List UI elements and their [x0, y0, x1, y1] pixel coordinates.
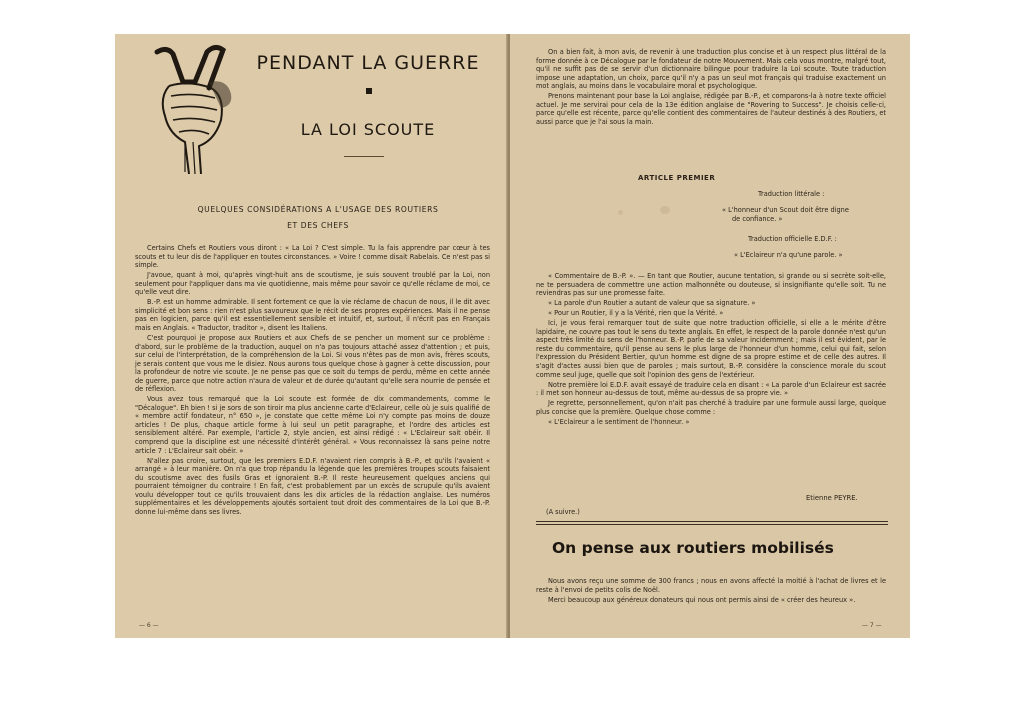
page-title: LA LOI SCOUTE — [300, 120, 436, 139]
paper-stain — [660, 206, 670, 214]
paragraph: Prenons maintenant pour base la Loi anglaise, rédigée par B.-P., et comparons-la à notre texte officiel actuel. Je me servirai pour cela de la 13e édition anglaise de "Rovering to Success". Je choisis celle-ci, parce qu'elle est récente, parce qu'elle contient des commentaires de l'auteur destinés à des Routiers, et aussi parce que je l'ai sous la main. — [536, 92, 886, 126]
official-translation-label: Traduction officielle E.D.F. : — [748, 235, 837, 243]
literal-translation-text-cont: de confiance. » — [732, 215, 783, 223]
literal-translation-label: Traduction littérale : — [758, 190, 825, 198]
paragraph: J'avoue, quant à moi, qu'après vingt-huit ans de scoutisme, je suis souvent troublé par la Loi, non seulement pour l'appliquer dans ma vie quotidienne, mais même pour savoir ce qu'elle réclame de moi, ce qu'elle veut dire. — [135, 271, 490, 297]
subtitle-line-1: QUELQUES CONSIDÉRATIONS A L'USAGE DES ROUTIERS — [197, 205, 439, 214]
paragraph: Ici, je vous ferai remarquer tout de suite que notre traduction officielle, si elle a le mérite d'être lapidaire, ne couvre pas tout le sens du texte anglais. En effet, le respect de la parole donnée n'est qu'un aspect très limité du sens de l'honneur. B.-P. parle de sa valeur incidemment ; mais il est évident, par le reste du commentaire, qu'il pense au sens le plus large de l'honneur d'un homme, celui qui fait, selon l'expression du Président Bertier, qu'un homme est digne de sa propre estime et de celle des autres. Il s'agit d'actes aussi bien que de paroles ; mais surtout, B.-P. considère la conscience morale du scout comme seul juge, quelle que soit l'opinion des gens de l'extérieur. — [536, 319, 886, 379]
paragraph: B.-P. est un homme admirable. Il sent fortement ce que la vie réclame de chacun de nous, il le dit avec simplicité et bon sens : rien n'est plus savoureux que le récit de ses propres expériences. Mais il ne pense pas en logicien, parce qu'il est essentiellement sensible et intuitif, et, surtout, il n'écrit pas en Français mais en Anglais. « Traductor, traditor », disent les Italiens. — [135, 298, 490, 332]
paragraph: « Commentaire de B.-P. ». — En tant que Routier, aucune tentation, si grande ou si secrète soit-elle, ne te persuadera de commettre une action malhonnête ou douteuse, si insignifiante qu'elle soit. Tu ne reviendras pas sur une promesse faite. — [536, 272, 886, 298]
right-page — [510, 34, 910, 638]
right-body-mid — [536, 272, 886, 428]
right-body-top — [536, 48, 886, 128]
paragraph: Certains Chefs et Routiers vous diront : « La Loi ? C'est simple. Tu la fais apprendre par cœur à tes scouts et tu leur dis de l'appliquer en toutes circonstances. » Voire ! comme disait Rabelais. Ce n'est pas si simple. — [135, 244, 490, 270]
section-divider-thin — [536, 524, 888, 525]
left-page — [115, 34, 508, 638]
quote: « L'Eclaireur a le sentiment de l'honneur. » — [548, 417, 690, 426]
paragraph: On a bien fait, à mon avis, de revenir à une traduction plus concise et à un respect plus littéral de la forme donnée à ce Décalogue par le fondateur de notre Mouvement. Mais cela vous montre, malgré tout, qu'il ne suffit pas de se servir d'un dictionnaire bilingue pour traduire la Loi scoute. Toute traduction impose une adaptation, un choix, parce qu'il n'y a pas un seul mot français qui traduise exactement un mot anglais, au moins dans le vocabulaire moral et psychologique. — [536, 48, 886, 91]
news-headline: On pense aux routiers mobilisés — [552, 539, 834, 557]
article-subtitle — [163, 202, 473, 234]
hand-illustration — [149, 42, 237, 174]
page-heading-top: PENDANT LA GUERRE — [256, 52, 480, 74]
paragraph: Nous avons reçu une somme de 300 francs ; nous en avons affecté la moitié à l'achat de livres et le reste à l'envoi de petits colis de Noël. — [536, 577, 886, 594]
section-divider — [536, 521, 888, 522]
heading-bullet — [366, 88, 372, 94]
page-number-right: — 7 — — [862, 622, 882, 629]
page-number-left: — 6 — — [139, 622, 159, 629]
paragraph: Vous avez tous remarqué que la Loi scoute est formée de dix commandements, comme le "Décalogue". Eh bien ! si je sors de son tiroir ma plus ancienne carte d'Eclaireur, celle où je suis qualifié de « membre actif fondateur, n° 650 », je constate que cette même Loi n'y compte pas moins de douze articles ! De plus, chaque article forme à lui seul un petit paragraphe, et l'ordre des articles est sensiblement altéré. Par exemple, l'article 2, style ancien, est ainsi rédigé : « L'Eclaireur sait obéir. Il comprend que la discipline est une nécessité d'intérêt général. » Vous reconnaissez là sans peine notre article 7 : L'Eclaireur sait obéir. » — [135, 395, 490, 455]
paragraph: Je regrette, personnellement, qu'on n'ait pas cherché à traduire par une formule aussi large, quoique plus concise que la première. Quelque chose comme : — [536, 399, 886, 416]
quote: « Pour un Routier, il y a la Vérité, rien que la Vérité. » — [548, 309, 724, 318]
official-translation-text: « L'Eclaireur n'a qu'une parole. » — [734, 251, 843, 259]
subtitle-line-2: ET DES CHEFS — [287, 221, 349, 230]
paragraph: Notre première loi E.D.F. avait essayé de traduire cela en disant : « La parole d'un Eclaireur est sacrée : il met son honneur au-dessus de tout, même au-dessus de sa propre vie. » — [536, 380, 886, 398]
to-be-continued: (A suivre.) — [546, 508, 580, 516]
author-signature: Etienne PEYRE. — [806, 494, 858, 502]
left-body-text — [135, 244, 490, 518]
paragraph: N'allez pas croire, surtout, que les premiers E.D.F. n'avaient rien compris à B.-P., et qu'ils l'avaient « arrangé » à leur manière. On n'a que trop répandu la légende que les premières troupes scouts faisaient du scoutisme avec des fusils Gras et ignoraient B.-P. Il reste heureusement quelques anciens qui pourraient témoigner du contraire ! En fait, c'est probablement par un excès de scrupule qu'ils avaient voulu développer tout ce qu'ils trouvaient dans les dix articles de la rédaction anglaise. Les numéros supplémentaires et les développements ajoutés sortaient tout droit des commentaires de la Loi que B.-P. donne lui-même dans ses livres. — [135, 456, 490, 516]
quote: « La parole d'un Routier a autant de valeur que sa signature. » — [548, 299, 756, 308]
paper-stain — [618, 210, 623, 215]
literal-translation-text: « L'honneur d'un Scout doit être digne — [722, 206, 849, 214]
paragraph: Merci beaucoup aux généreux donateurs qui nous ont permis ainsi de « créer des heureux ». — [548, 595, 856, 604]
right-body-bottom — [536, 577, 886, 606]
title-divider — [344, 156, 384, 157]
magazine-spread — [115, 34, 910, 638]
article-title: ARTICLE PREMIER — [638, 174, 716, 182]
paragraph: C'est pourquoi je propose aux Routiers et aux Chefs de se pencher un moment sur ce problème : d'abord, sur le problème de la traduction, auquel on n'a pas toujours attaché assez d'attention ; et puis, sur celui de l'interprétation, de la compréhension de la Loi. Si vous n'êtes pas de mon avis, frères scouts, je serais content que vous me le disiez. Nous aurons tous quelque chose à gagner à cette discussion, pour la profondeur de notre vie scoute. Je ne pense pas que ce soit du temps de perdu, même en cette année de guerre, parce que notre action n'aura de valeur et de durée qu'autant qu'elle sera nourrie de pensée et de réflexion. — [135, 333, 490, 394]
